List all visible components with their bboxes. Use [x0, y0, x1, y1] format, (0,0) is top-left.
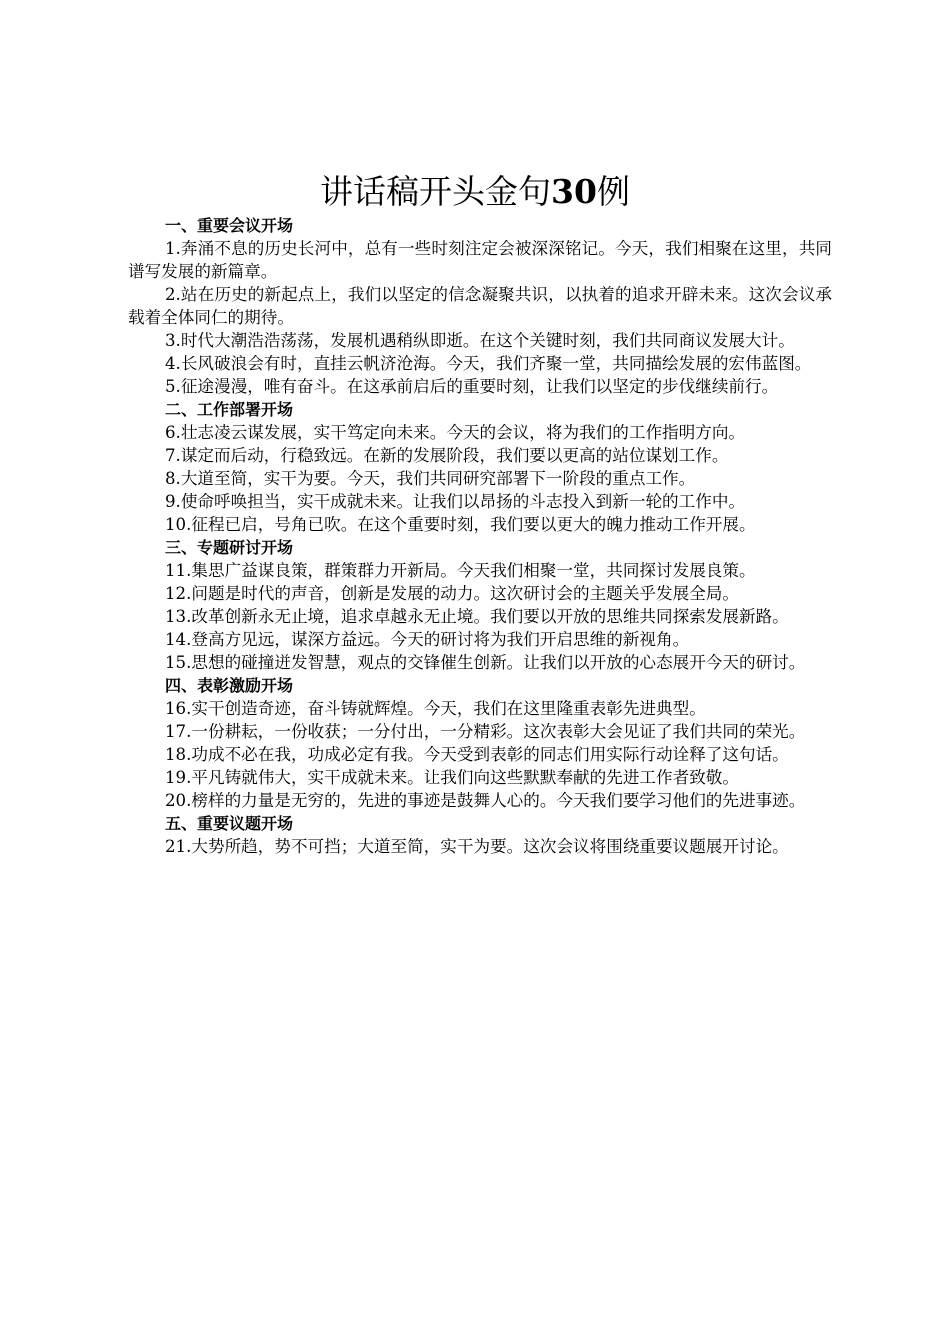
list-item: 1.奔涌不息的历史长河中，总有一些时刻注定会被深深铭记。今天，我们相聚在这里，共同谱写发展的新篇章。 — [128, 239, 832, 281]
section-commendation — [128, 674, 832, 812]
list-item: 12.问题是时代的声音，创新是发展的动力。这次研讨会的主题关乎发展全局。 — [165, 584, 739, 603]
list-item: 3.时代大潮浩浩荡荡，发展机遇稍纵即逝。在这个关键时刻，我们共同商议发展大计。 — [165, 331, 795, 350]
list-item: 14.登高方见远，谋深方益远。今天的研讨将为我们开启思维的新视角。 — [165, 630, 690, 649]
list-item: 21.大势所趋，势不可挡；大道至简，实干为要。这次会议将围绕重要议题展开讨论。 — [165, 837, 789, 856]
list-item: 10.征程已启，号角已吹。在这个重要时刻，我们要以更大的魄力推动工作开展。 — [165, 515, 756, 534]
section-heading: 四、表彰激励开场 — [165, 676, 294, 695]
title-text: 讲话稿开头金句 — [320, 172, 552, 211]
list-item: 6.壮志凌云谋发展，实干笃定向未来。今天的会议，将为我们的工作指明方向。 — [165, 423, 746, 442]
document-title — [0, 170, 950, 214]
section-important-meeting — [128, 214, 832, 398]
section-heading: 三、专题研讨开场 — [165, 538, 294, 557]
list-item: 20.榜样的力量是无穷的，先进的事迹是鼓舞人心的。今天我们要学习他们的先进事迹。 — [165, 791, 806, 810]
list-item: 9.使命呼唤担当，实干成就未来。让我们以昂扬的斗志投入到新一轮的工作中。 — [165, 492, 746, 511]
section-heading: 一、重要会议开场 — [165, 216, 294, 235]
list-item: 7.谋定而后动，行稳致远。在新的发展阶段，我们要以更高的站位谋划工作。 — [165, 446, 729, 465]
list-item: 11.集思广益谋良策，群策群力开新局。今天我们相聚一堂，共同探讨发展良策。 — [165, 561, 756, 580]
list-item: 2.站在历史的新起点上，我们以坚定的信念凝聚共识，以执着的追求开辟未来。这次会议承载着全体同仁的期待。 — [128, 285, 832, 327]
document-body — [128, 214, 832, 858]
list-item: 16.实干创造奇迹，奋斗铸就辉煌。今天，我们在这里隆重表彰先进典型。 — [165, 699, 706, 718]
list-item: 18.功成不必在我，功成必定有我。今天受到表彰的同志们用实际行动诠释了这句话。 — [165, 745, 789, 764]
section-work-deployment — [128, 398, 832, 536]
list-item: 19.平凡铸就伟大，实干成就未来。让我们向这些默默奉献的先进工作者致敬。 — [165, 768, 739, 787]
section-heading: 五、重要议题开场 — [165, 814, 294, 833]
list-item: 8.大道至简，实干为要。今天，我们共同研究部署下一阶段的重点工作。 — [165, 469, 696, 488]
section-special-seminar — [128, 536, 832, 674]
section-important-topics — [128, 812, 832, 858]
list-item: 13.改革创新永无止境，追求卓越永无止境。我们要以开放的思维共同探索发展新路。 — [165, 607, 789, 626]
title-number: 30 — [551, 172, 597, 211]
list-item: 5.征途漫漫，唯有奋斗。在这承前启后的重要时刻，让我们以坚定的步伐继续前行。 — [165, 377, 779, 396]
list-item: 17.一份耕耘，一份收获；一分付出，一分精彩。这次表彰大会见证了我们共同的荣光。 — [165, 722, 806, 741]
list-item: 4.长风破浪会有时，直挂云帆济沧海。今天，我们齐聚一堂，共同描绘发展的宏伟蓝图。 — [165, 354, 812, 373]
title-suffix: 例 — [596, 172, 630, 211]
section-heading: 二、工作部署开场 — [165, 400, 294, 419]
list-item: 15.思想的碰撞迸发智慧，观点的交锋催生创新。让我们以开放的心态展开今天的研讨。 — [165, 653, 806, 672]
